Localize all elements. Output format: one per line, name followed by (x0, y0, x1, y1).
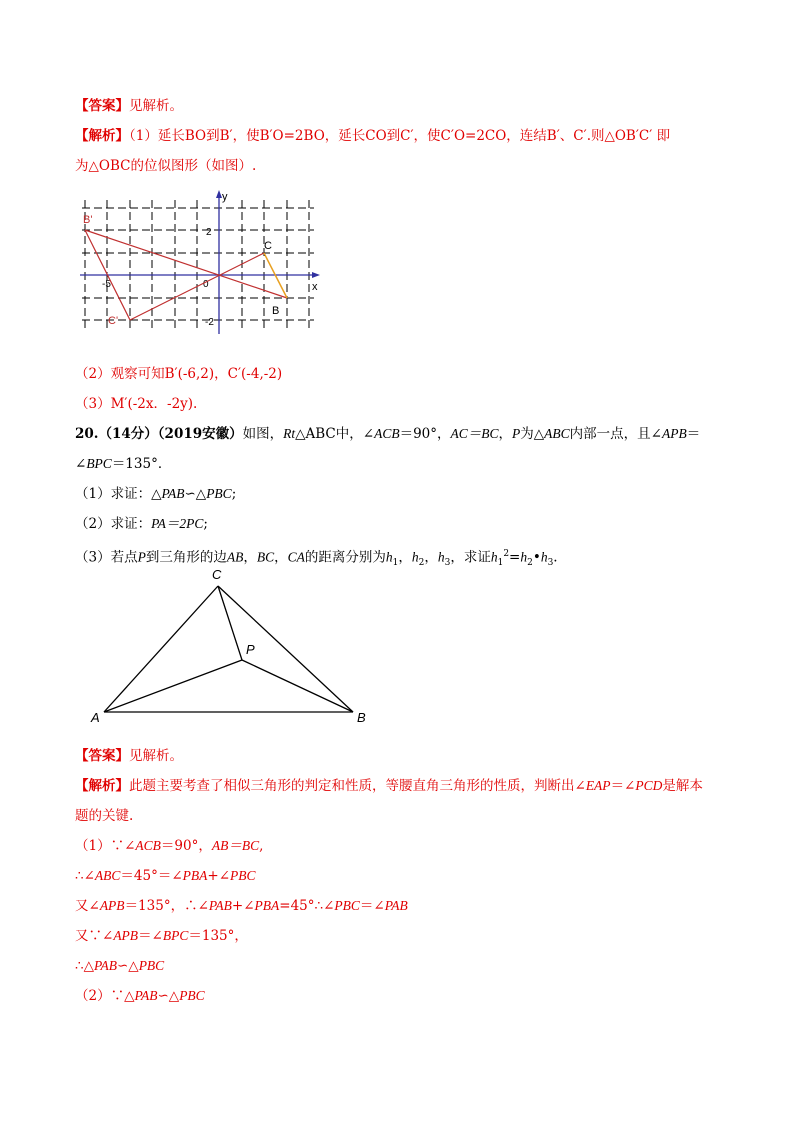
solution-step-4 (75, 926, 248, 946)
s3-pab: PAB (208, 898, 232, 913)
problem-source: （2019安徽） (157, 426, 243, 442)
q3-a: （3）若点 (75, 549, 138, 566)
stem-mid-1: 中，∠ (335, 426, 375, 442)
analysis-label-2: 【解析】 (75, 778, 129, 794)
s2-plus: +∠ (207, 868, 231, 884)
s3-pba: PBA (254, 898, 280, 913)
stem-pre: 如图， (242, 426, 284, 442)
label-c-prime: C' (108, 315, 119, 327)
s4-end: ＝135°， (188, 928, 248, 944)
q1-pab: PAB (161, 486, 185, 501)
q3-ca: CA (287, 549, 305, 565)
tick-label-2: 2 (206, 227, 212, 238)
q3-f: ，求证 (450, 549, 491, 566)
answer-text: 见解析。 (129, 98, 183, 114)
s3-m3: =45°∴∠ (279, 898, 335, 914)
s4-pre: 又∵∠ (75, 928, 114, 944)
s3-pre: 又∠ (75, 898, 100, 914)
analysis-part-3: （3）M′(-2x．-2y). (75, 396, 198, 412)
s3-m4: ＝∠ (359, 898, 385, 914)
s2-pba: PBA (182, 868, 208, 883)
q2-end: ; (203, 516, 208, 532)
sep-2: ， (424, 549, 438, 566)
analysis-label: 【解析】 (75, 128, 129, 144)
s4-apb: APB (113, 928, 139, 943)
q3-e: 的距离分别为 (304, 549, 386, 566)
stem-apb: APB (661, 426, 687, 441)
s4-m: ＝∠ (138, 928, 163, 944)
s4-bpc: BPC (162, 928, 189, 943)
s6-pab: PAB (134, 988, 158, 1003)
stem-acb: ACB (374, 426, 400, 441)
stem-p: P (512, 426, 521, 441)
h2: h (411, 549, 419, 565)
vertex-a-label: A (91, 710, 100, 725)
solution-step-3 (75, 896, 408, 916)
eq-period: . (553, 549, 558, 566)
analysis-line-2: 为△OBC的位似图形（如图）. (75, 158, 257, 174)
s1-abbc: AB＝BC (211, 838, 260, 853)
q2-expr: PA＝2PC (151, 516, 204, 531)
stem-ac-eq-bc: AC＝BC (450, 426, 499, 441)
s1-pre: （1）∵∠ (75, 838, 136, 854)
s5-sim: ∽△ (116, 958, 139, 974)
solution-step-6 (75, 986, 205, 1006)
h3-sub: 3 (444, 558, 451, 569)
label-b: B (272, 305, 280, 317)
a1-pcd: PCD (635, 778, 663, 793)
s3-pab2: PAB (384, 898, 408, 913)
s3-apb: APB (99, 898, 125, 913)
q1-pbc: PBC (206, 486, 232, 501)
answer-line-2 (75, 746, 183, 766)
problem-stem-line-1 (75, 424, 700, 444)
s1-end: , (259, 838, 264, 854)
segment-pb (242, 660, 353, 712)
stem-comma: ， (498, 426, 513, 442)
s3-pbc: PBC (334, 898, 360, 913)
q3-p: P (137, 549, 146, 565)
q3-ab: AB (226, 549, 244, 565)
axis-y-label: y (222, 191, 228, 203)
stem-rt: Rt (283, 426, 296, 441)
point-p-label: P (246, 642, 255, 657)
s2-mid: ＝45°＝∠ (120, 868, 183, 884)
stem-triangle-abc: △ABC (295, 426, 336, 442)
line2-bpc: BPC (86, 456, 112, 471)
eq-sign: = (509, 549, 521, 566)
eq-h1: h (490, 549, 498, 565)
solution-step-2 (75, 866, 256, 886)
s1-90: ＝90°， (160, 838, 212, 854)
axes (80, 190, 320, 334)
a1-text: 此题主要考查了相似三角形的判定和性质，等腰直角三角形的性质，判断出∠ (129, 778, 586, 794)
solution-line-2: 题的关键. (75, 808, 134, 824)
stem-eq: ＝ (686, 426, 701, 442)
s5-pre: ∴△ (75, 958, 94, 974)
stem-mid-3: 内部一点，且∠ (569, 426, 662, 442)
stem-eq90: ＝90°， (399, 426, 451, 442)
stem-abc: ABC (544, 426, 570, 441)
eq-dot: • (532, 549, 541, 566)
h1-sub: 1 (392, 558, 399, 569)
label-c: C (264, 240, 272, 252)
line2-post: ＝135°． (111, 456, 172, 472)
h2-sub: 2 (418, 558, 425, 569)
vertex-b-label: B (357, 710, 366, 725)
origin-label: 0 (203, 279, 209, 290)
s2-pre: ∴∠ (75, 868, 95, 884)
triangle-figure (88, 562, 388, 732)
problem-score: （14分） (98, 426, 158, 442)
s1-acb: ACB (135, 838, 161, 853)
question-2 (75, 514, 208, 534)
eq-h3: h (540, 549, 548, 565)
analysis-part-2: （2）观察可知B′(-6,2)，C′(-4,-2) (75, 366, 283, 382)
problem-stem-line-2 (75, 454, 171, 474)
q1-sim: ∽△ (184, 486, 207, 502)
stem-mid-2: 为△ (520, 426, 545, 442)
tick-label-neg2: -2 (205, 317, 214, 328)
q3-b: 到三角形的边 (145, 549, 227, 566)
segment-pa (104, 660, 242, 712)
tick-label-neg5: -5 (102, 279, 111, 290)
q3-d: ， (274, 549, 288, 566)
eq-h1-sub: 1 (497, 558, 504, 569)
solution-line-1 (75, 776, 703, 796)
h3: h (437, 549, 445, 565)
axis-x-label: x (312, 281, 318, 293)
coordinate-graph (78, 188, 328, 338)
s6-pre: （2）∵△ (75, 988, 135, 1004)
label-b-prime: B' (83, 214, 93, 226)
answer-text-2: 见解析。 (129, 748, 183, 764)
answer-line-1 (75, 96, 183, 116)
s3-m2: +∠ (231, 898, 255, 914)
a1-eap: EAP (585, 778, 611, 793)
eq-h2-sub: 2 (527, 558, 533, 569)
s6-pbc: PBC (179, 988, 205, 1003)
problem-number: 20. (75, 426, 99, 442)
s6-sim: ∽△ (157, 988, 180, 1004)
side-ac (104, 586, 218, 712)
h1: h (385, 549, 393, 565)
analysis-text-1: （1）延长BO到B′，使B′O=2BO，延长CO到C′，使C′O=2CO，连结B′、C′.则△OB′C′ 即 (129, 128, 671, 144)
eq-h2: h (520, 549, 528, 565)
q1-end: ; (231, 486, 237, 502)
sep-1: ， (398, 549, 412, 566)
s5-pab: PAB (93, 958, 117, 973)
answer-label: 【答案】 (75, 98, 129, 114)
solution-step-5 (75, 956, 164, 976)
a1-eq: ＝∠ (610, 778, 636, 794)
answer-label-2: 【答案】 (75, 748, 129, 764)
q3-bc: BC (256, 549, 275, 565)
s2-abc: ABC (94, 868, 121, 883)
s5-pbc: PBC (138, 958, 165, 973)
eq-square: 2 (503, 549, 510, 559)
s3-m1: ＝135°，∴∠ (124, 898, 209, 914)
question-1 (75, 484, 236, 504)
vertex-c-label: C (212, 567, 222, 582)
solution-step-1 (75, 836, 263, 856)
eq-h3-sub: 3 (547, 558, 554, 569)
a1-end: 是解本 (662, 778, 703, 794)
analysis-line-1 (75, 126, 670, 146)
s2-pbc: PBC (230, 868, 256, 883)
q1-pre: （1）求证：△ (75, 486, 162, 502)
q3-c: ， (243, 549, 257, 566)
q2-pre: （2）求证： (75, 516, 152, 532)
line2-pre: ∠ (75, 456, 87, 472)
